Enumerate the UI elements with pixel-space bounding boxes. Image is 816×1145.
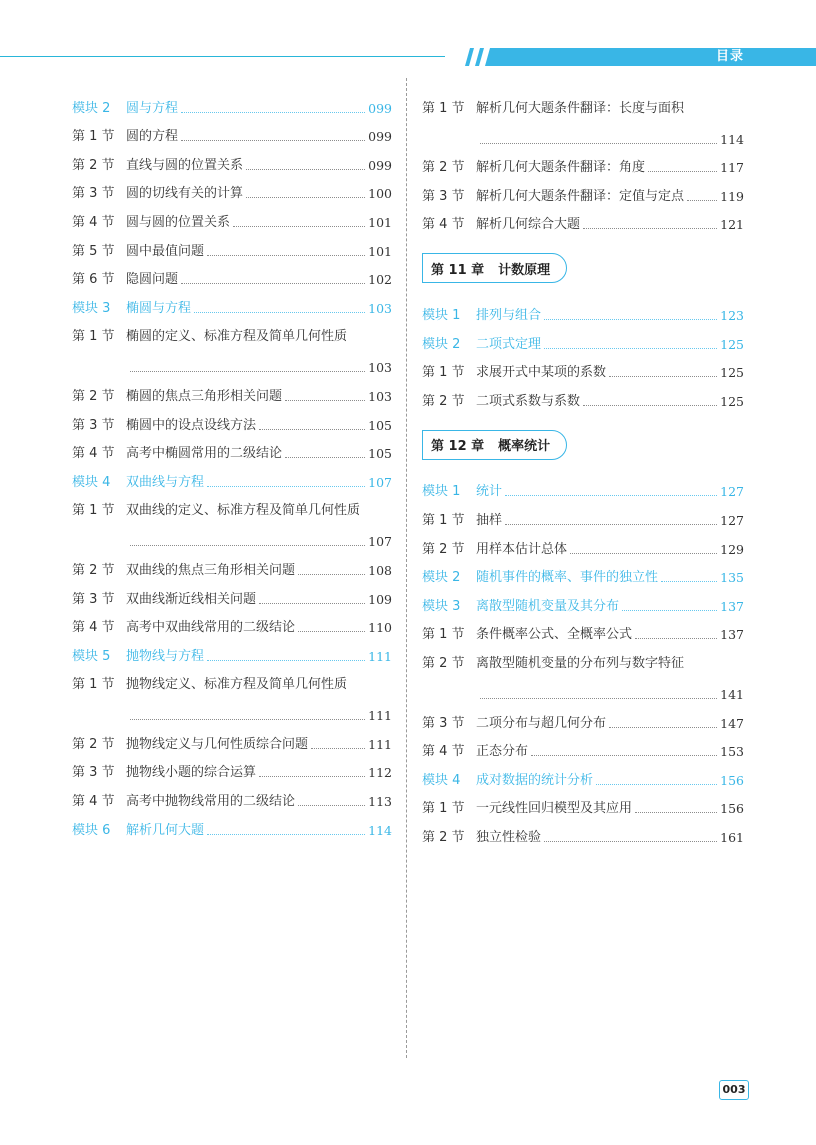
dot-leader (181, 112, 365, 113)
toc-entry-title: 椭圆的定义、标准方程及简单几何性质 (126, 329, 348, 345)
toc-entry-page: 129 (720, 541, 744, 557)
toc-entry-title: 双曲线的定义、标准方程及简单几何性质 (126, 503, 361, 519)
header-rule (0, 56, 445, 57)
dot-leader (505, 524, 717, 525)
dot-leader (531, 755, 717, 756)
dot-leader (583, 228, 717, 229)
dot-leader (130, 545, 365, 546)
toc-entry-number: 第 3 节 (72, 591, 115, 607)
toc-entry-section[interactable] (72, 202, 392, 231)
toc-entry-title: 椭圆中的设点设线方法 (126, 417, 257, 433)
toc-entry-title: 圆与圆的位置关系 (126, 214, 231, 230)
toc-entry-module[interactable] (72, 88, 392, 117)
dot-leader (181, 283, 365, 284)
toc-entry-section[interactable] (422, 176, 744, 205)
toc-entry-page: 125 (720, 336, 744, 352)
dot-leader (259, 429, 365, 430)
toc-entry-page: 105 (368, 417, 392, 433)
dot-leader (246, 197, 365, 198)
toc-entry-section[interactable] (72, 491, 392, 551)
dot-leader (298, 805, 365, 806)
toc-entry-number: 第 1 节 (422, 100, 465, 116)
dot-leader (570, 553, 717, 554)
toc-entry-title: 用样本估计总体 (476, 541, 568, 557)
toc-entry-page: 101 (368, 243, 392, 259)
toc-entry-title: 随机事件的概率、事件的独立性 (476, 570, 659, 586)
dot-leader (596, 784, 717, 785)
toc-entry-section[interactable] (72, 260, 392, 289)
toc-entry-title: 椭圆的焦点三角形相关问题 (126, 388, 283, 404)
toc-entry-line (422, 88, 744, 117)
toc-entry-title: 二项分布与超几何分布 (476, 715, 607, 731)
toc-entry-section[interactable] (422, 205, 744, 234)
toc-entry-number: 第 4 节 (72, 446, 115, 462)
toc-entry-title: 抽样 (476, 512, 503, 528)
toc-entry-page: 112 (368, 765, 392, 781)
dot-leader (544, 348, 717, 349)
toc-entry-number: 模块 4 (72, 474, 111, 490)
toc-entry-page: 108 (368, 562, 392, 578)
toc-entry-section[interactable] (72, 608, 392, 637)
toc-entry-number: 模块 2 (422, 570, 461, 586)
dot-leader (181, 140, 365, 141)
toc-entry-line (422, 643, 744, 672)
dot-leader (635, 638, 717, 639)
toc-entry-page: 156 (720, 801, 744, 817)
toc-entry-section[interactable] (72, 317, 392, 377)
toc-entry-module[interactable] (72, 462, 392, 491)
toc-entry-number: 第 2 节 (422, 393, 465, 409)
toc-entry-title: 二项式定理 (476, 336, 542, 352)
toc-entry-title: 解析几何大题条件翻译：定值与定点 (476, 188, 685, 204)
dot-leader (635, 812, 717, 813)
dot-leader (207, 834, 365, 835)
dot-leader (207, 255, 365, 256)
toc-entry-page: 099 (368, 157, 392, 173)
toc-entry-section[interactable] (72, 434, 392, 463)
toc-entry-number: 第 4 节 (422, 217, 465, 233)
dot-leader (194, 312, 365, 313)
toc-entry-title: 圆中最值问题 (126, 243, 205, 259)
toc-entry-page: 127 (720, 512, 744, 528)
dot-leader (648, 171, 717, 172)
toc-entry-page: 117 (720, 160, 744, 176)
toc-entry-title: 排列与组合 (476, 307, 542, 323)
toc-entry-section[interactable] (422, 615, 744, 644)
toc-entry-number: 模块 4 (422, 772, 461, 788)
toc-entry-number: 第 2 节 (422, 160, 465, 176)
toc-entry-page: 161 (720, 829, 744, 845)
toc-entry-number: 第 1 节 (422, 801, 465, 817)
toc-entry-line (72, 317, 392, 346)
toc-entry-number: 模块 6 (72, 822, 111, 838)
toc-entry-section[interactable] (72, 376, 392, 405)
toc-entry-page: 109 (368, 591, 392, 607)
header-banner (465, 48, 816, 66)
chapter-heading (422, 253, 567, 283)
dot-leader (207, 660, 365, 661)
toc-entry-number: 第 4 节 (422, 744, 465, 760)
chapter-heading-row (422, 420, 744, 470)
toc-entry-page: 147 (720, 715, 744, 731)
toc-entry-number: 第 3 节 (72, 186, 115, 202)
dot-leader (544, 319, 717, 320)
chapter-heading-row (422, 243, 744, 293)
toc-entry-page: 101 (368, 214, 392, 230)
header-banner-shape (465, 48, 816, 66)
toc-entry-section[interactable] (72, 579, 392, 608)
toc-entry-title: 条件概率公式、全概率公式 (476, 627, 633, 643)
toc-entry-section[interactable] (422, 643, 744, 703)
toc-entry-section[interactable] (422, 353, 744, 382)
header-title: 目录 (715, 49, 744, 64)
toc-entry-title: 解析几何大题条件翻译：角度 (476, 160, 646, 176)
toc-entry-page: 103 (368, 300, 392, 316)
toc-entry-title: 离散型随机变量及其分布 (476, 598, 620, 614)
chapter-title: 概率统计 (498, 439, 551, 455)
toc-entry-page: 135 (720, 570, 744, 586)
toc-entry-page: 114 (368, 822, 392, 838)
toc-entry-title: 隐圆问题 (126, 272, 179, 288)
dot-leader (609, 727, 717, 728)
toc-entry-page: 119 (720, 188, 744, 204)
toc-entry-page: 113 (368, 794, 392, 810)
toc-entry-title: 求展开式中某项的系数 (476, 365, 607, 381)
toc-entry-number: 第 1 节 (72, 503, 115, 519)
chapter-number: 第 11 章 (431, 262, 485, 278)
toc-entry-number: 第 6 节 (72, 272, 115, 288)
toc-entry-title: 抛物线定义与几何性质综合问题 (126, 736, 309, 752)
toc-entry-number: 第 1 节 (72, 677, 115, 693)
toc-entry-leader-line (422, 117, 744, 148)
toc-entry-page: 121 (720, 217, 744, 233)
toc-entry-page: 105 (368, 446, 392, 462)
toc-entry-number: 第 4 节 (72, 620, 115, 636)
toc-left-column (72, 88, 392, 839)
toc-entry-number: 模块 1 (422, 484, 461, 500)
toc-entry-number: 模块 3 (72, 300, 111, 316)
toc-entry-section[interactable] (422, 88, 744, 148)
toc-entry-section[interactable] (72, 405, 392, 434)
dot-leader (207, 486, 365, 487)
toc-entry-title: 成对数据的统计分析 (476, 772, 594, 788)
toc-entry-page: 123 (720, 307, 744, 323)
chapter-heading (422, 430, 567, 460)
dot-leader (480, 698, 717, 699)
toc-entry-number: 第 2 节 (72, 736, 115, 752)
toc-entry-title: 高考中双曲线常用的二级结论 (126, 620, 296, 636)
toc-entry-module[interactable] (422, 324, 744, 353)
toc-entry-title: 椭圆与方程 (126, 300, 192, 316)
toc-entry-module[interactable] (72, 810, 392, 839)
toc-entry-number: 第 4 节 (72, 214, 115, 230)
column-divider (406, 78, 407, 1058)
toc-entry-page: 125 (720, 393, 744, 409)
toc-entry-line (72, 665, 392, 694)
toc-entry-page: 153 (720, 744, 744, 760)
chapter-title: 计数原理 (498, 262, 551, 278)
toc-entry-leader-line (72, 693, 392, 724)
toc-entry-leader-line (72, 519, 392, 550)
toc-entry-title: 统计 (476, 484, 503, 500)
dot-leader (298, 574, 365, 575)
toc-entry-number: 第 2 节 (72, 388, 115, 404)
toc-entry-module[interactable] (422, 586, 744, 615)
toc-entry-title: 二项式系数与系数 (476, 393, 581, 409)
toc-entry-title: 直线与圆的位置关系 (126, 157, 244, 173)
toc-entry-title: 抛物线小题的综合运算 (126, 765, 257, 781)
toc-entry-number: 第 3 节 (72, 765, 115, 781)
dot-leader (259, 776, 365, 777)
toc-entry-section[interactable] (72, 753, 392, 782)
toc-entry-number: 第 3 节 (72, 417, 115, 433)
toc-entry-module[interactable] (422, 472, 744, 501)
toc-entry-number: 第 2 节 (72, 157, 115, 173)
toc-entry-section[interactable] (422, 381, 744, 410)
dot-leader (622, 610, 717, 611)
toc-entry-leader-line (422, 672, 744, 703)
toc-entry-title: 解析几何大题条件翻译：长度与面积 (476, 100, 685, 116)
toc-entry-module[interactable] (72, 288, 392, 317)
toc-entry-title: 圆的切线有关的计算 (126, 186, 244, 202)
toc-entry-section[interactable] (72, 781, 392, 810)
toc-entry-section[interactable] (72, 550, 392, 579)
toc-entry-section[interactable] (72, 117, 392, 146)
dot-leader (311, 748, 365, 749)
toc-entry-title: 抛物线与方程 (126, 648, 205, 664)
toc-entry-page: 103 (368, 388, 392, 404)
dot-leader (233, 226, 365, 227)
dot-leader (544, 841, 717, 842)
toc-entry-title: 正态分布 (476, 744, 529, 760)
toc-entry-number: 第 1 节 (422, 365, 465, 381)
toc-entry-section[interactable] (422, 817, 744, 846)
dot-leader (285, 400, 365, 401)
dot-leader (259, 603, 365, 604)
toc-entry-title: 高考中椭圆常用的二级结论 (126, 446, 283, 462)
toc-entry-section[interactable] (72, 145, 392, 174)
toc-entry-page: 111 (368, 648, 392, 664)
toc-entry-title: 双曲线与方程 (126, 474, 205, 490)
toc-entry-page: 110 (368, 620, 392, 636)
toc-entry-number: 第 5 节 (72, 243, 115, 259)
toc-entry-number: 模块 5 (72, 648, 111, 664)
toc-entry-page: 156 (720, 772, 744, 788)
toc-entry-title: 圆的方程 (126, 129, 179, 145)
toc-entry-section[interactable] (72, 665, 392, 725)
dot-leader (298, 631, 365, 632)
dot-leader (130, 719, 365, 720)
toc-entry-page: 099 (368, 129, 392, 145)
toc-entry-page: 125 (720, 365, 744, 381)
toc-entry-page: 100 (368, 186, 392, 202)
toc-entry-number: 模块 2 (422, 336, 461, 352)
toc-entry-page: 107 (368, 534, 392, 550)
dot-leader (609, 376, 717, 377)
dot-leader (583, 405, 717, 406)
dot-leader (130, 371, 365, 372)
toc-entry-section[interactable] (422, 703, 744, 732)
toc-entry-module[interactable] (422, 760, 744, 789)
toc-entry-number: 模块 3 (422, 598, 461, 614)
toc-entry-title: 一元线性回归模型及其应用 (476, 801, 633, 817)
toc-entry-line (72, 491, 392, 520)
toc-entry-section[interactable] (72, 231, 392, 260)
toc-entry-module[interactable] (422, 558, 744, 587)
toc-entry-page: 127 (720, 484, 744, 500)
toc-entry-page: 107 (368, 474, 392, 490)
dot-leader (246, 169, 365, 170)
toc-entry-number: 第 1 节 (422, 512, 465, 528)
toc-entry-title: 解析几何大题 (126, 822, 205, 838)
toc-entry-number: 第 2 节 (422, 541, 465, 557)
toc-entry-number: 模块 2 (72, 100, 111, 116)
toc-entry-section[interactable] (72, 724, 392, 753)
toc-entry-title: 离散型随机变量的分布列与数字特征 (476, 655, 685, 671)
toc-entry-section[interactable] (72, 174, 392, 203)
dot-leader (480, 143, 717, 144)
toc-entry-number: 模块 1 (422, 307, 461, 323)
chapter-number: 第 12 章 (431, 439, 485, 455)
toc-entry-number: 第 1 节 (72, 329, 115, 345)
toc-entry-page: 114 (720, 131, 744, 147)
dot-leader (505, 495, 717, 496)
toc-entry-number: 第 2 节 (422, 829, 465, 845)
toc-entry-title: 圆与方程 (126, 100, 179, 116)
toc-entry-page: 141 (720, 686, 744, 702)
toc-entry-page: 099 (368, 100, 392, 116)
toc-entry-title: 解析几何综合大题 (476, 217, 581, 233)
toc-entry-section[interactable] (422, 500, 744, 529)
toc-entry-number: 第 2 节 (422, 655, 465, 671)
toc-entry-page: 111 (368, 736, 392, 752)
toc-entry-number: 第 4 节 (72, 794, 115, 810)
toc-entry-number: 第 2 节 (72, 562, 115, 578)
toc-entry-page: 137 (720, 627, 744, 643)
toc-entry-title: 双曲线的焦点三角形相关问题 (126, 562, 296, 578)
page-number: 003 (719, 1080, 749, 1100)
toc-entry-title: 高考中抛物线常用的二级结论 (126, 794, 296, 810)
toc-entry-page: 111 (368, 708, 392, 724)
toc-entry-module[interactable] (422, 295, 744, 324)
toc-entry-section[interactable] (422, 732, 744, 761)
toc-entry-page: 103 (368, 360, 392, 376)
toc-right-column (422, 88, 744, 846)
toc-entry-number: 第 1 节 (422, 627, 465, 643)
dot-leader (687, 200, 717, 201)
dot-leader (285, 457, 365, 458)
toc-entry-leader-line (72, 345, 392, 376)
toc-entry-page: 102 (368, 272, 392, 288)
toc-entry-page: 137 (720, 598, 744, 614)
toc-entry-section[interactable] (422, 148, 744, 177)
toc-entry-number: 第 1 节 (72, 129, 115, 145)
toc-entry-number: 第 3 节 (422, 715, 465, 731)
toc-entry-section[interactable] (422, 529, 744, 558)
toc-entry-module[interactable] (72, 636, 392, 665)
dot-leader (661, 581, 717, 582)
toc-entry-number: 第 3 节 (422, 188, 465, 204)
toc-entry-title: 双曲线渐近线相关问题 (126, 591, 257, 607)
toc-entry-section[interactable] (422, 789, 744, 818)
toc-entry-title: 独立性检验 (476, 829, 542, 845)
toc-entry-title: 抛物线定义、标准方程及简单几何性质 (126, 677, 348, 693)
